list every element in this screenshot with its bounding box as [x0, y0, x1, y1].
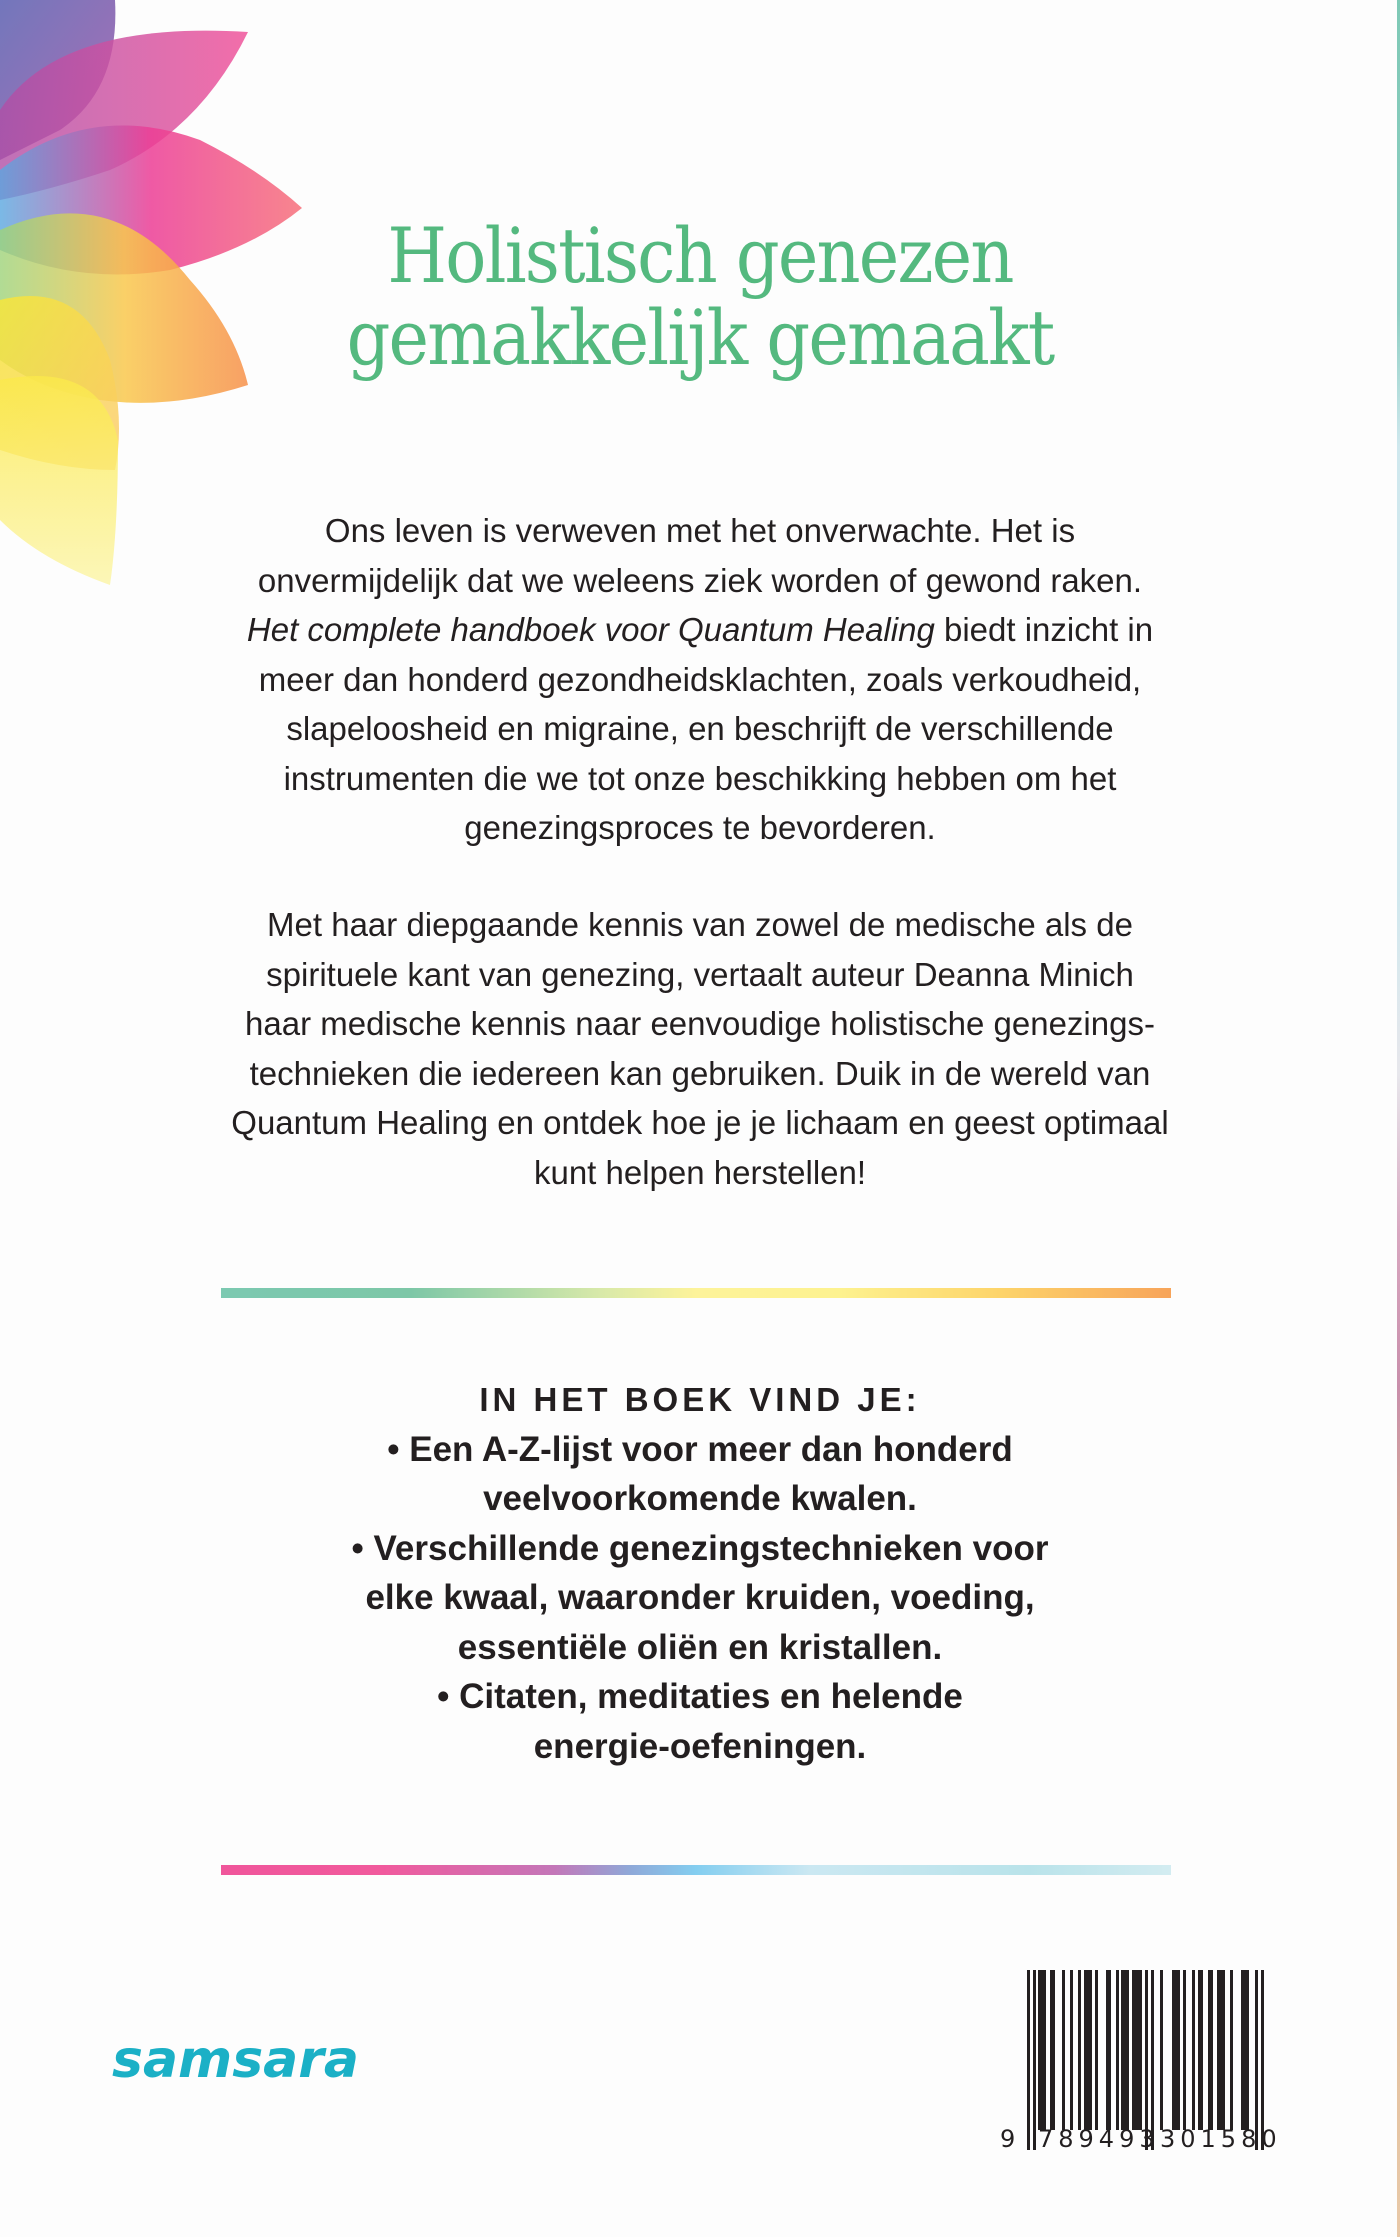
blurb-line: kunt helpen herstellen!	[533, 1153, 867, 1191]
blurb-line-rest: biedt inzicht in	[934, 611, 1154, 648]
blurb-line: Quantum Healing en ontdek hoe je je lichaam en geest optimaal	[231, 1104, 1169, 1141]
gradient-divider-bottom	[221, 1865, 1171, 1875]
feature-line: • Verschillende genezingstechnieken voor	[351, 1528, 1049, 1568]
title-line-2: gemakkelijk gemaakt	[346, 293, 1054, 382]
page-title	[0, 211, 1400, 382]
feature-line: • Een A-Z-lijst voor meer dan honderd	[387, 1429, 1013, 1469]
features-heading: IN HET BOEK VIND JE:	[479, 1381, 921, 1418]
feature-line: elke kwaal, waaronder kruiden, voeding,	[365, 1578, 1035, 1617]
gradient-divider-top	[221, 1288, 1171, 1298]
blurb-paragraph-1	[200, 506, 1200, 853]
blurb-line-with-book-title	[200, 605, 1200, 655]
feature-line: • Citaten, meditaties en helende	[437, 1677, 963, 1716]
blurb-line: technieken die iedereen kan gebruiken. Duik in de wereld van	[249, 1054, 1151, 1092]
feature-line: energie-oefeningen.	[533, 1726, 867, 1766]
feature-line: essentiële oliën en kristallen.	[457, 1627, 943, 1667]
features-list	[200, 1375, 1200, 1771]
blurb-line: Ons leven is verweven met het onverwachte. Het is	[324, 512, 1076, 549]
blurb-line: meer dan honderd gezondheidsklachten, zoals verkoudheid,	[258, 660, 1142, 698]
blurb-line: onvermijdelijk dat we weleens ziek worden of gewond raken.	[257, 561, 1143, 599]
isbn-right-group: 301580	[1160, 2125, 1282, 2153]
blurb-line: instrumenten die we tot onze beschikking hebben om het	[283, 759, 1117, 797]
blurb-line: spirituele kant van genezing, vertaalt auteur Deanna Minich	[266, 955, 1134, 993]
book-title-italic: Het complete handboek voor Quantum Healing	[246, 611, 935, 648]
isbn-left-group: 789493	[1038, 2125, 1160, 2153]
feature-line: veelvoorkomende kwalen.	[483, 1479, 917, 1518]
blurb-line: genezingsproces te bevorderen.	[464, 809, 936, 846]
blurb-line: Met haar diepgaande kennis van zowel de medische als de	[267, 906, 1133, 943]
isbn-first-digit: 9	[1000, 2125, 1016, 2153]
blurb-line: haar medische kennis naar eenvoudige holistische genezings-	[245, 1005, 1155, 1042]
blurb-paragraph-2	[200, 900, 1200, 1197]
publisher-logo: samsara	[112, 2030, 359, 2090]
title-line-1: Holistisch genezen	[387, 211, 1013, 300]
blurb-line: slapeloosheid en migraine, en beschrijft de verschillende	[286, 710, 1114, 747]
